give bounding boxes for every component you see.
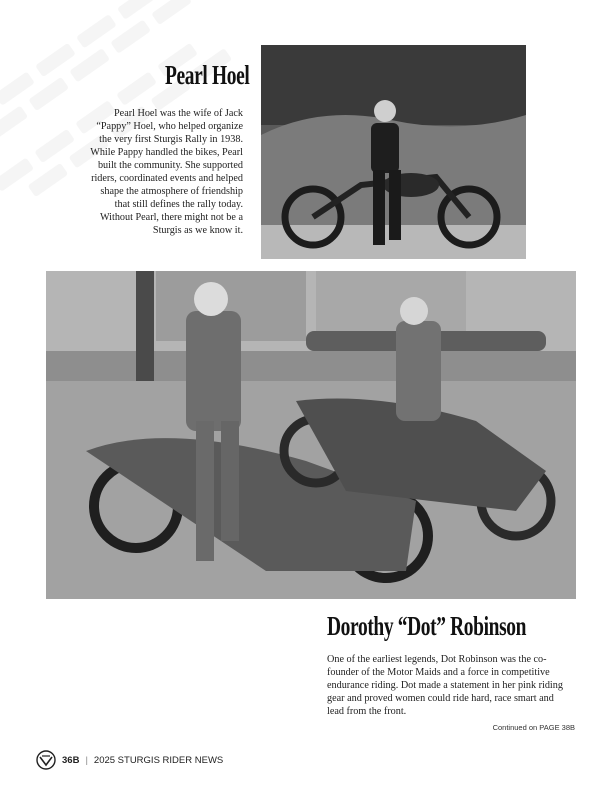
page-footer bbox=[36, 749, 223, 771]
footer-separator: | bbox=[85, 754, 88, 766]
page-number: 36B bbox=[62, 754, 80, 766]
pearl-hoel-body: Pearl Hoel was the wife of Jack “Pappy” Hoel, who helped organize the very first Sturgis Rally in 1938. While Pappy handled the bikes, Pearl built the community. She supported riders, coordinated events and helped shape the atmosphere of friendship that still defines the rally today. Without Pearl, there might not be a Sturgis as we know it. bbox=[90, 108, 243, 236]
pearl-hoel-photo bbox=[261, 45, 526, 259]
publication-logo-icon bbox=[36, 750, 56, 770]
dot-robinson-photo bbox=[46, 271, 576, 599]
continued-note: Continued on PAGE 38B bbox=[492, 723, 575, 732]
dot-robinson-body: One of the earliest legends, Dot Robinson was the co-founder of the Motor Maids and a force in competitive endurance riding. Dot made a statement in her pink riding gear and proved women could ride hard, race smart and lead from the front. bbox=[327, 654, 563, 717]
publication-name: 2025 STURGIS RIDER NEWS bbox=[93, 754, 224, 766]
dot-robinson-heading: Dorothy “Dot” Robinson bbox=[327, 611, 527, 641]
pearl-hoel-heading: Pearl Hoel bbox=[165, 60, 250, 90]
